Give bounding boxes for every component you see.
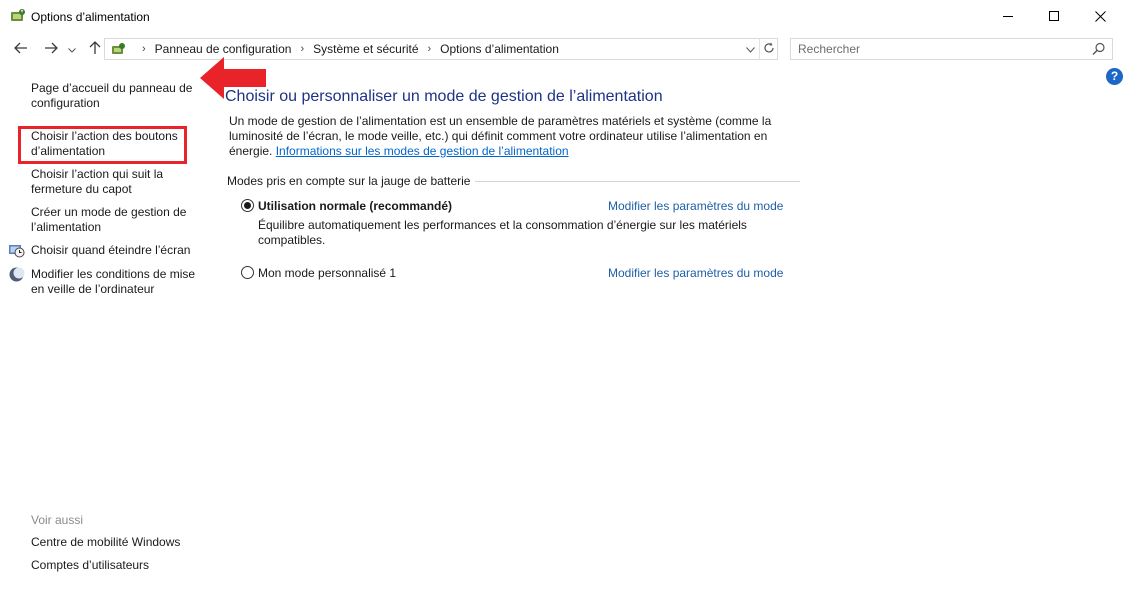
sidebar-item-power-buttons[interactable]: Choisir l’action des boutons d’alimentation <box>31 129 178 158</box>
navigation-bar <box>0 33 1124 66</box>
close-button[interactable] <box>1077 0 1123 32</box>
arrow-left-icon <box>14 42 28 57</box>
plan-radio-balanced[interactable] <box>241 199 254 212</box>
refresh-button[interactable] <box>759 39 778 59</box>
chevron-right-icon[interactable]: › <box>142 43 146 55</box>
arrow-right-icon <box>44 42 58 57</box>
sidebar-item-sleep-settings[interactable]: Modifier les conditions de mise en veille de l’ordinateur <box>31 267 196 296</box>
breadcrumb-control-panel[interactable]: Panneau de configuration <box>154 42 292 56</box>
breadcrumb-system-security[interactable]: Système et sécurité <box>313 42 419 56</box>
breadcrumb-power-options[interactable]: Options d’alimentation <box>440 42 559 56</box>
chevron-right-icon[interactable]: › <box>427 43 432 55</box>
plan-description-balanced: Équilibre automatiquement les performances et la consommation d’énergie sur les matériels compatibles. <box>258 218 747 247</box>
search-input[interactable] <box>798 41 1078 57</box>
sidebar <box>0 66 210 589</box>
chevron-down-icon <box>746 42 755 56</box>
plan-name-custom[interactable]: Mon mode personnalisé 1 <box>258 266 397 280</box>
minimize-button[interactable] <box>985 0 1031 32</box>
arrow-up-icon <box>89 41 101 58</box>
forward-button[interactable] <box>40 39 62 59</box>
plan-settings-link-custom[interactable]: Modifier les paramètres du mode <box>608 266 784 280</box>
moon-icon <box>8 266 25 283</box>
group-label: Modes pris en compte sur la jauge de batterie <box>227 174 471 188</box>
breadcrumb <box>133 39 559 59</box>
recent-locations-button[interactable] <box>64 39 80 59</box>
refresh-icon <box>763 42 775 57</box>
chevron-down-icon <box>68 42 76 56</box>
maximize-button[interactable] <box>1031 0 1077 32</box>
plan-radio-custom[interactable] <box>241 266 254 279</box>
page-description <box>229 114 789 159</box>
plan-name-balanced[interactable]: Utilisation normale (recommandé) <box>258 199 453 213</box>
page-title: Choisir ou personnaliser un mode de gestion de l’alimentation <box>225 88 663 105</box>
display-clock-icon <box>8 242 25 259</box>
sidebar-item-create-plan[interactable]: Créer un mode de gestion de l’alimentation <box>31 205 187 234</box>
power-plans-info-link[interactable]: Informations sur les modes de gestion de l’alimentation <box>275 144 569 158</box>
minimize-icon <box>1003 11 1014 22</box>
title-bar <box>0 0 1124 33</box>
up-button[interactable] <box>84 39 106 59</box>
help-icon[interactable]: ? <box>1106 68 1123 85</box>
chevron-right-icon[interactable]: › <box>300 43 305 55</box>
close-icon <box>1095 11 1106 22</box>
sidebar-item-turn-off-display[interactable]: Choisir quand éteindre l’écran <box>31 243 191 257</box>
window-title: Options d’alimentation <box>31 10 150 24</box>
sidebar-item-control-panel-home[interactable]: Page d’accueil du panneau de configuration <box>31 81 193 110</box>
maximize-icon <box>1049 11 1060 22</box>
control-panel-icon <box>110 41 127 58</box>
sidebar-item-mobility-center[interactable]: Centre de mobilité Windows <box>31 535 181 549</box>
sidebar-item-lid-close[interactable]: Choisir l’action qui suit la fermeture du capot <box>31 167 164 196</box>
search-icon[interactable] <box>1091 42 1106 57</box>
back-button[interactable] <box>10 39 32 59</box>
group-divider <box>475 181 800 182</box>
address-history-dropdown[interactable] <box>741 39 759 59</box>
power-options-icon <box>9 8 26 25</box>
description-text: Un mode de gestion de l’alimentation est un ensemble de paramètres matériels et système (comme la luminosité de l’écran, le mode veille, etc.) qui définit comment votre ordinateur utilise l’alimentation en énergie. <box>229 114 772 158</box>
sidebar-item-user-accounts[interactable]: Comptes d’utilisateurs <box>31 558 150 572</box>
search-box[interactable] <box>790 38 1113 60</box>
plan-settings-link-balanced[interactable]: Modifier les paramètres du mode <box>608 199 784 213</box>
see-also-heading: Voir aussi <box>31 513 84 527</box>
